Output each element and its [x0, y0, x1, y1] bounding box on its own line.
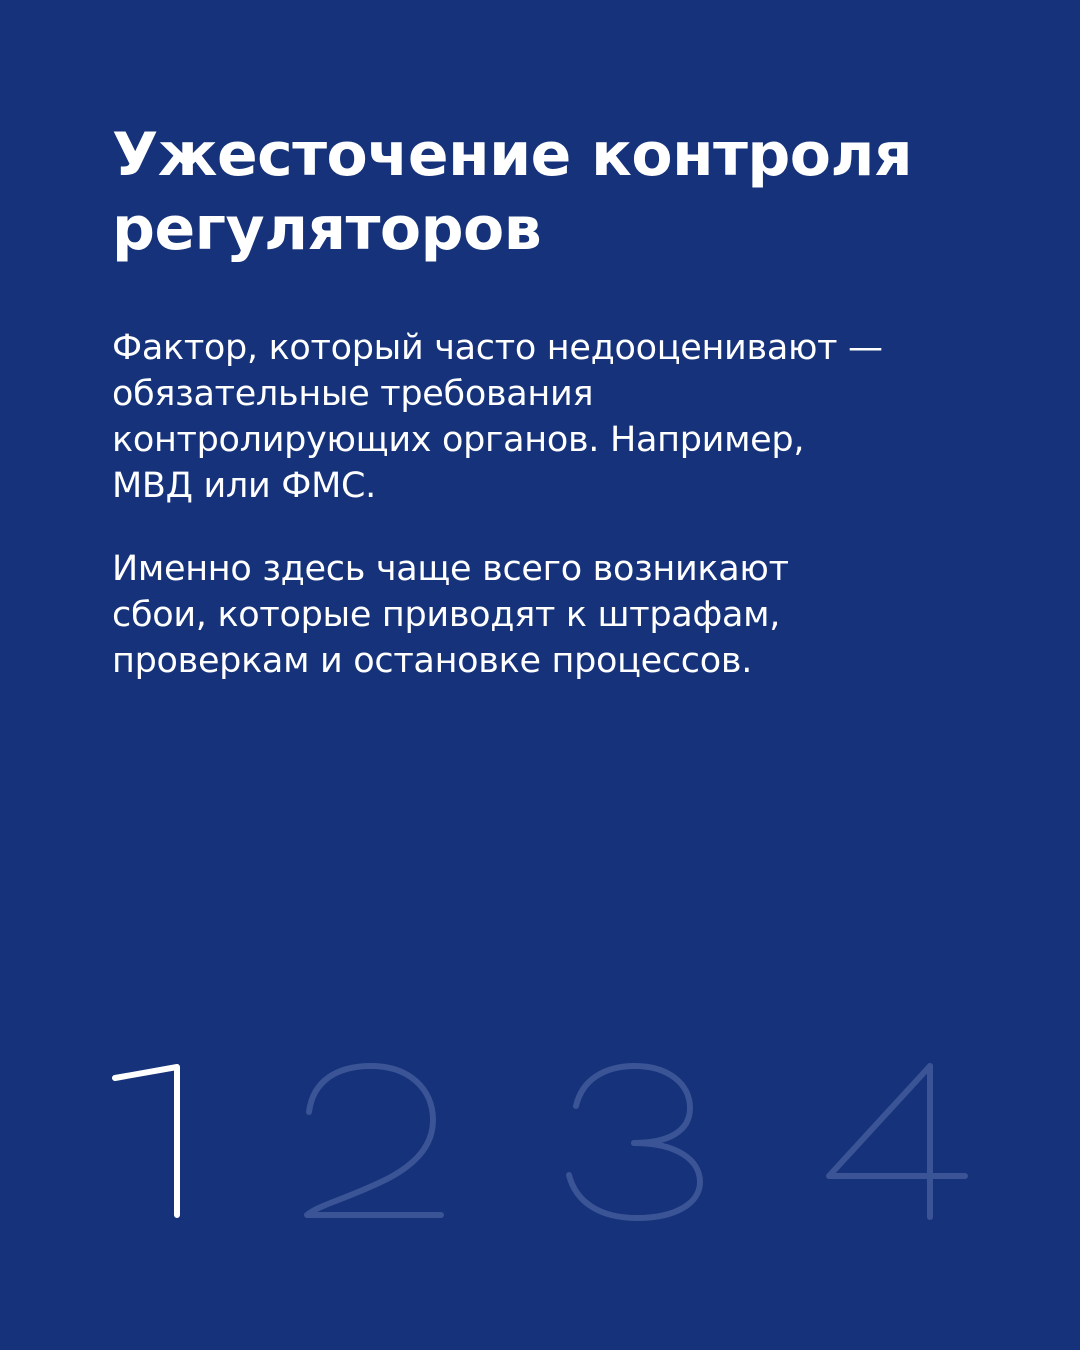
paragraph-line: МВД или ФМС. [112, 466, 376, 506]
paragraph-line: сбои, которые приводят к штрафам, [112, 595, 781, 635]
body-paragraph-2 [112, 546, 992, 684]
paragraph-line: проверкам и остановке процессов. [112, 641, 753, 681]
paragraph-line: Фактор, который часто недооценивают — [112, 328, 883, 368]
page-digit-4[interactable] [829, 1066, 965, 1217]
paragraph-line: обязательные требования [112, 374, 594, 414]
digit-3-top-stroke [576, 1066, 690, 1143]
paragraph-line: контролирующих органов. Например, [112, 420, 805, 460]
title-line: Ужесточение контроля [112, 120, 912, 190]
slide-title [112, 118, 972, 266]
page-digit-1[interactable] [115, 1067, 177, 1215]
title-line: регуляторов [112, 194, 542, 264]
paragraph-line: Именно здесь чаще всего возникают [112, 549, 789, 589]
digit-3-bottom-stroke [569, 1143, 700, 1218]
body-paragraph-1 [112, 325, 992, 509]
page-indicator [0, 1050, 1080, 1230]
digit-4-diagonal-stroke [829, 1066, 965, 1176]
page-digit-3[interactable] [569, 1066, 700, 1218]
page-digit-2[interactable] [307, 1066, 441, 1215]
